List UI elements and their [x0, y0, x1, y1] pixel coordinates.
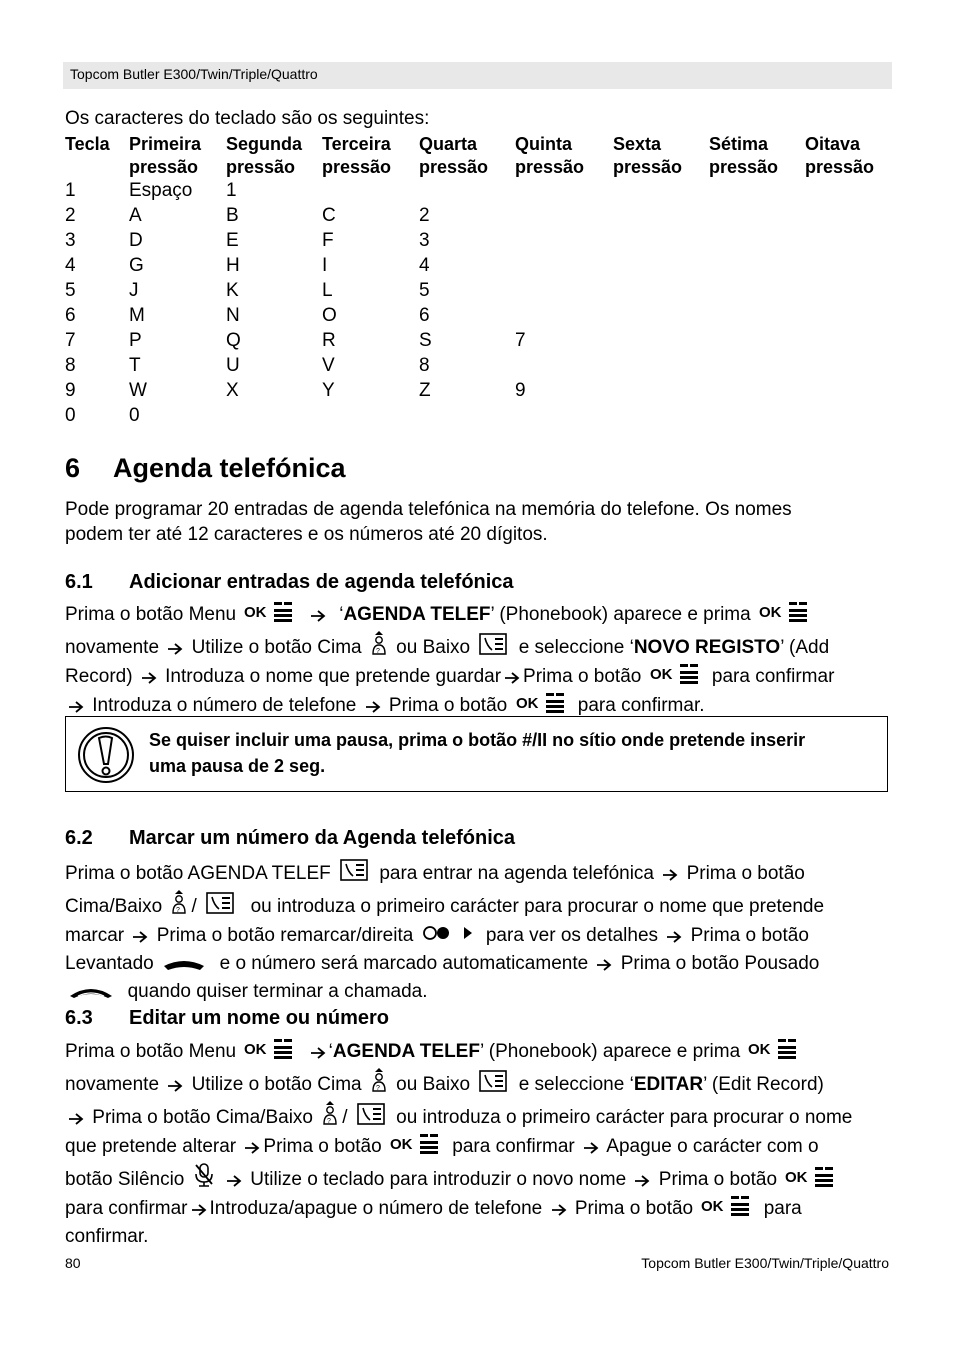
text: Prima o botão — [690, 925, 809, 946]
warning-icon — [77, 726, 135, 789]
keypad-cell: 6 — [65, 305, 76, 326]
section-6-3-body — [65, 1038, 895, 1249]
keypad-cell: 3 — [65, 230, 76, 251]
keypad-cell: 0 — [65, 405, 76, 426]
section-number: 6 — [65, 453, 81, 483]
text: para confirmar — [711, 666, 835, 687]
keypad-cell: A — [129, 205, 142, 226]
arrow-right-icon — [167, 1075, 183, 1100]
up-contact-icon — [170, 889, 188, 922]
keypad-cell: G — [129, 255, 144, 276]
column-header-line: Quinta — [515, 134, 572, 154]
arrow-right-icon — [141, 667, 157, 692]
text: Utilize o teclado para introduzir o novo nome — [250, 1169, 627, 1190]
column-header-line: pressão — [419, 157, 489, 177]
redial-right-icon — [422, 922, 478, 951]
keypad-cell: T — [129, 355, 141, 376]
menu-label: AGENDA TELEF — [343, 604, 491, 625]
keypad-cell: X — [226, 380, 239, 401]
keypad-column-header — [419, 133, 488, 179]
arrow-right-icon — [596, 954, 612, 979]
text: ou introduza o primeiro carácter para procurar o nome que pretende — [250, 896, 825, 917]
section-title: Agenda telefónica — [113, 453, 346, 483]
down-phonebook-icon — [478, 632, 510, 663]
text: Prima o botão AGENDA TELEF — [65, 863, 331, 884]
text: Prima o botão — [686, 863, 805, 884]
text: Prima o botão — [523, 666, 642, 687]
keypad-cell: Y — [322, 380, 335, 401]
text: Prima o botão Pousado — [620, 953, 820, 974]
section-6-1-body — [65, 601, 895, 721]
text: ou introduza o primeiro carácter para procurar o nome — [396, 1107, 853, 1128]
text: Introduza/apague o número de telefone — [209, 1198, 543, 1219]
text: ’ (Phonebook) aparece e prima — [479, 1041, 741, 1062]
svg-text:OK: OK — [515, 695, 538, 712]
keypad-cell: H — [226, 255, 240, 276]
keypad-cell: M — [129, 305, 145, 326]
keypad-cell: Q — [226, 330, 241, 351]
keypad-cell: 8 — [65, 355, 76, 376]
keypad-cell: V — [322, 355, 335, 376]
column-header-line: pressão — [129, 157, 199, 177]
section-6-2-heading — [65, 827, 515, 850]
arrow-right-icon — [666, 926, 682, 951]
section-number: 6.1 — [65, 571, 93, 593]
ok-menu-icon — [390, 1133, 444, 1162]
svg-text:OK: OK — [389, 1136, 413, 1153]
keypad-cell: 3 — [419, 230, 430, 251]
keypad-cell: K — [226, 280, 239, 301]
section-6-3-heading — [65, 1007, 389, 1030]
column-header-line: Sexta — [613, 134, 662, 154]
text: / — [342, 1107, 348, 1128]
note-line: uma pausa de 2 seg. — [149, 756, 326, 776]
text: ou Baixo — [396, 1074, 471, 1095]
column-header-line: Segunda — [226, 134, 303, 154]
down-phonebook-icon — [205, 891, 237, 922]
section-6-2-body — [65, 858, 895, 1007]
keypad-column-header — [226, 133, 302, 179]
text: Record) — [65, 666, 133, 687]
keypad-cell: 4 — [65, 255, 76, 276]
keypad-cell: 1 — [226, 180, 237, 201]
column-header-line: pressão — [322, 157, 392, 177]
arrow-right-icon — [583, 1137, 599, 1162]
ok-menu-icon — [701, 1195, 755, 1224]
text: ‘ — [339, 604, 344, 625]
keypad-cell: E — [226, 230, 239, 251]
text: ’ (Add — [780, 637, 830, 658]
keypad-column-header — [322, 133, 391, 179]
up-contact-icon — [370, 630, 388, 663]
keypad-cell: 7 — [65, 330, 76, 351]
section-title: Editar um nome ou número — [129, 1007, 390, 1029]
hangup-icon — [68, 982, 114, 1007]
keypad-cell: 7 — [515, 330, 526, 351]
keypad-cell: 5 — [419, 280, 430, 301]
text: Prima o botão — [263, 1136, 382, 1157]
section-6-intro — [65, 497, 895, 547]
arrow-right-icon — [244, 1137, 260, 1162]
down-phonebook-icon — [356, 1102, 388, 1133]
keypad-cell: U — [226, 355, 240, 376]
keypad-cell: I — [322, 255, 328, 276]
text: / — [191, 896, 197, 917]
keypad-cell: O — [322, 305, 337, 326]
text: Introduza o número de telefone — [92, 695, 357, 716]
svg-text:OK: OK — [244, 604, 267, 621]
header-title: Topcom Butler E300/Twin/Triple/Quattro — [70, 66, 318, 82]
mute-icon — [193, 1162, 215, 1195]
text: Apague o carácter com o — [606, 1136, 819, 1157]
menu-label: AGENDA TELEF — [332, 1041, 480, 1062]
keypad-column-header — [65, 133, 110, 156]
section-6-1-heading — [65, 571, 514, 594]
intro-line: podem ter até 12 caracteres e os números até 20 dígitos. — [65, 524, 548, 545]
text: Prima o botão — [388, 695, 508, 716]
arrow-right-icon — [504, 667, 520, 692]
text: para confirmar. — [577, 695, 705, 716]
keypad-cell: L — [322, 280, 333, 301]
keypad-cell: 4 — [419, 255, 430, 276]
text: e seleccione ‘ — [518, 637, 634, 658]
keypad-column-header — [515, 133, 584, 179]
keypad-cell: J — [129, 280, 139, 301]
arrow-right-icon — [310, 1042, 326, 1067]
keypad-column-header — [613, 133, 682, 179]
text: ’ (Phonebook) aparece e prima — [490, 604, 751, 625]
text: novamente — [65, 1074, 160, 1095]
svg-text:OK: OK — [649, 666, 673, 683]
text: Prima o botão remarcar/direita — [156, 925, 414, 946]
keypad-cell: 8 — [419, 355, 430, 376]
keypad-cell: 9 — [65, 380, 76, 401]
column-header-line: pressão — [805, 157, 875, 177]
text: novamente — [65, 637, 160, 658]
text: Prima o botão — [658, 1169, 778, 1190]
text: marcar — [65, 925, 125, 946]
text: ou Baixo — [396, 637, 471, 658]
up-contact-icon — [321, 1100, 339, 1133]
keypad-cell: R — [322, 330, 336, 351]
text: Utilize o botão Cima — [191, 637, 362, 658]
down-phonebook-icon — [478, 1069, 510, 1100]
arrow-right-icon — [226, 1170, 242, 1195]
section-number: 6.2 — [65, 827, 93, 849]
column-header-line: Sétima — [709, 134, 769, 154]
note-line: Se quiser incluir uma pausa, prima o botão #/II no sítio onde pretende inserir — [149, 730, 806, 750]
column-header-line: pressão — [515, 157, 585, 177]
text: para entrar na agenda telefónica — [379, 863, 654, 884]
text: botão Silêncio — [65, 1169, 185, 1190]
text: Utilize o botão Cima — [191, 1074, 362, 1095]
keypad-cell: 5 — [65, 280, 76, 301]
arrow-right-icon — [167, 638, 183, 663]
keypad-column-header — [709, 133, 778, 179]
keypad-cell: 6 — [419, 305, 430, 326]
keypad-cell: 2 — [419, 205, 430, 226]
up-contact-icon — [370, 1067, 388, 1100]
text: Prima o botão Menu — [65, 604, 237, 625]
column-header-line: pressão — [709, 157, 779, 177]
ok-menu-icon — [759, 601, 813, 630]
arrow-right-icon — [132, 926, 148, 951]
pickup-icon — [162, 954, 206, 979]
ok-menu-icon — [785, 1166, 839, 1195]
column-header-line: pressão — [613, 157, 683, 177]
text: Levantado — [65, 953, 154, 974]
text: para — [763, 1198, 802, 1219]
keypad-cell: Espaço — [129, 180, 193, 201]
svg-text:?: ? — [176, 907, 181, 914]
keypad-cell: P — [129, 330, 142, 351]
text: quando quiser terminar a chamada. — [127, 981, 428, 1002]
svg-text:OK: OK — [244, 1041, 267, 1058]
section-title: Marcar um número da Agenda telefónica — [129, 827, 516, 849]
svg-text:?: ? — [375, 1085, 380, 1092]
text: e seleccione ‘ — [518, 1074, 634, 1095]
section-number: 6.3 — [65, 1007, 93, 1029]
keypad-intro: Os caracteres do teclado são os seguintes: — [65, 108, 430, 129]
page-number: 80 — [65, 1255, 81, 1271]
text: Prima o botão Cima/Baixo — [92, 1107, 313, 1128]
text: e o número será marcado automaticamente — [219, 953, 589, 974]
text: Introduza o nome que pretende guardar — [165, 666, 502, 687]
text: para ver os detalhes — [485, 925, 659, 946]
section-title: Adicionar entradas de agenda telefónica — [129, 571, 514, 593]
column-header-line: pressão — [226, 157, 296, 177]
keypad-cell: 0 — [129, 405, 140, 426]
arrow-right-icon — [551, 1199, 567, 1224]
note-text — [149, 727, 879, 779]
svg-text:OK: OK — [758, 604, 782, 621]
column-header-line: Tecla — [65, 134, 110, 154]
keypad-column-header — [129, 133, 201, 179]
text: Prima o botão — [574, 1198, 694, 1219]
text: Prima o botão Menu — [65, 1041, 237, 1062]
note-box — [65, 716, 888, 792]
text: confirmar. — [65, 1226, 149, 1247]
arrow-right-icon — [310, 605, 326, 630]
ok-menu-icon — [244, 1038, 298, 1067]
keypad-cell: S — [419, 330, 432, 351]
text: que pretende alterar — [65, 1136, 237, 1157]
svg-text:OK: OK — [748, 1041, 771, 1058]
keypad-cell: F — [322, 230, 334, 251]
keypad-cell: 1 — [65, 180, 76, 201]
keypad-cell: C — [322, 205, 336, 226]
text: para confirmar — [65, 1198, 188, 1219]
text: ’ (Edit Record) — [703, 1074, 824, 1095]
svg-text:?: ? — [327, 1118, 332, 1125]
arrow-right-icon — [68, 1108, 84, 1133]
svg-text:OK: OK — [701, 1198, 724, 1215]
keypad-cell: Z — [419, 380, 431, 401]
text: ‘ — [328, 1041, 333, 1062]
keypad-cell: W — [129, 380, 147, 401]
intro-line: Pode programar 20 entradas de agenda telefónica na memória do telefone. Os nomes — [65, 499, 792, 520]
menu-label: NOVO REGISTO — [633, 637, 781, 658]
ok-menu-icon — [748, 1038, 802, 1067]
keypad-cell: B — [226, 205, 239, 226]
menu-label: EDITAR — [633, 1074, 704, 1095]
keypad-column-header — [805, 133, 874, 179]
column-header-line: Quarta — [419, 134, 478, 154]
arrow-right-icon — [634, 1170, 650, 1195]
down-phonebook-icon — [339, 858, 371, 889]
keypad-cell: N — [226, 305, 240, 326]
text: Cima/Baixo — [65, 896, 163, 917]
arrow-right-icon — [662, 864, 678, 889]
svg-text:?: ? — [375, 648, 380, 655]
text: para confirmar — [452, 1136, 575, 1157]
section-6-heading — [65, 453, 346, 484]
arrow-right-icon — [191, 1199, 207, 1224]
column-header-line: Primeira — [129, 134, 202, 154]
svg-text:OK: OK — [785, 1169, 808, 1186]
column-header-line: Terceira — [322, 134, 391, 154]
column-header-line: Oitava — [805, 134, 861, 154]
keypad-cell: 9 — [515, 380, 526, 401]
ok-menu-icon — [650, 663, 704, 692]
keypad-cell: 2 — [65, 205, 76, 226]
keypad-cell: D — [129, 230, 143, 251]
ok-menu-icon — [244, 601, 298, 630]
footer-title: Topcom Butler E300/Twin/Triple/Quattro — [641, 1255, 889, 1271]
